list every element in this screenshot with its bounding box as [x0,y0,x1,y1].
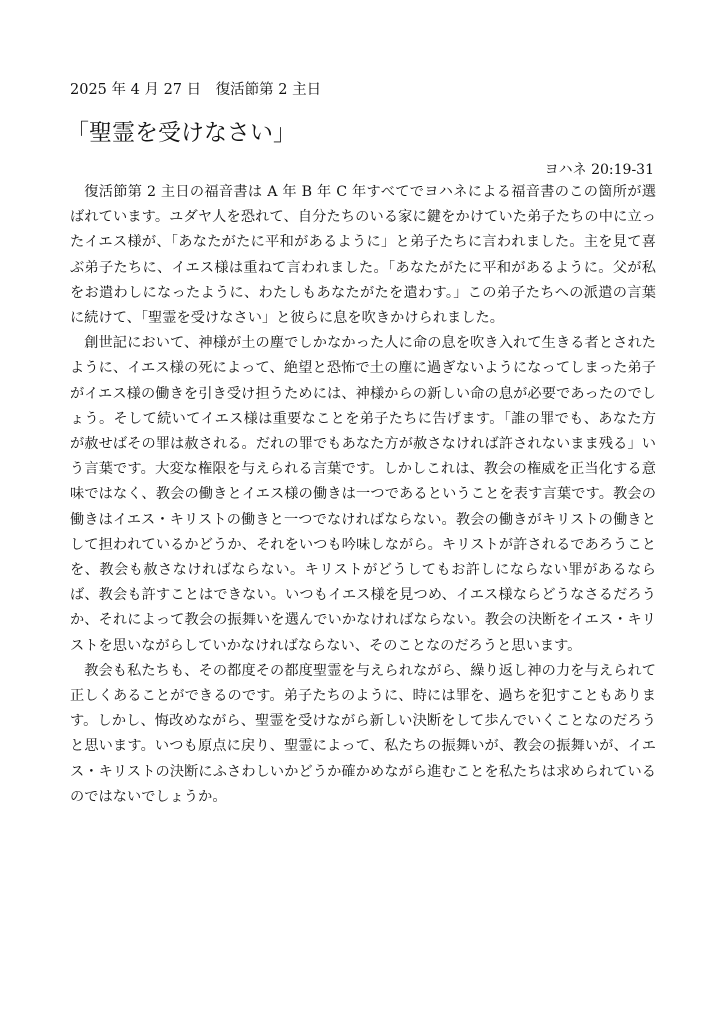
scripture-reference: ヨハネ 20:19-31 [544,162,654,178]
paragraph-1: 復活節第 2 主日の福音書は A 年 B 年 C 年すべてでヨハネによる福音書のこの箇所が選ばれています。ユダヤ人を恐れて、自分たちのいる家に鍵をかけていた弟子たちの中に立ったイエス様が、「あなたがたに平和があるように」と弟子たちに言われました。主を見て喜ぶ弟子たちに、イエス様は重ねて言われました。「あなたがたに平和があるように。父が私をお遣わしになったように、わたしもあなたがたを遣わす。」この弟子たちへの派遣の言葉に続けて、「聖霊を受けなさい」と彼らに息を吹きかけられました。 [70,184,656,327]
date-line: 2025 年 4 月 27 日 復活節第 2 主日 [70,82,322,98]
sermon-body [70,180,656,810]
paragraph-2: 創世記において、神様が土の塵でしかなかった人に命の息を吹き入れて生きる者とされたように、イエス様の死によって、絶望と恐怖で土の塵に過ぎないようになってしまった弟子がイエス様の働きを引き受け担うためには、神様からの新しい命の息が必要であったのでしょう。そして続いてイエス様は重要なことを弟子たちに告げます。「誰の罪でも、あなた方が赦せばその罪は赦される。だれの罪でもあなた方が赦さなければ許されないまま残る」いう言葉です。大変な権限を与えられる言葉です。しかしこれは、教会の権威を正当化する意味ではなく、教会の働きとイエス様の働きは一つであるということを表す言葉です。教会の働きはイエス・キリストの働きと一つでなければならない。教会の働きがキリストの働きとして担われているかどうか、それをいつも吟味しながら。キリストが許されるであろうことを、教会も赦さなければならない。キリストがどうしてもお許しにならない罪があるならば、教会も許すことはできない。いつもイエス様を見つめ、イエス様ならどうなさるだろうか、それによって教会の振舞いを選んでいかなければならない。教会の決断をイエス・キリストを思いながらしていかなければならない、そのことなのだろうと思います。 [70,335,656,654]
paragraph-3: 教会も私たちも、その都度その都度聖霊を与えられながら、繰り返し神の力を与えられて正しくあることができるのです。弟子たちのように、時には罪を、過ちを犯すこともあります。しかし、悔改めながら、聖霊を受けながら新しい決断をして歩んでいくことなのだろうと思います。いつも原点に戻り、聖霊によって、私たちの振舞いが、教会の振舞いが、イエス・キリストの決断にふさわしいかどうか確かめながら進むことを私たちは求められているのではないでしょうか。 [70,662,656,805]
page-title: 「聖霊を受けなさい」 [66,120,296,146]
